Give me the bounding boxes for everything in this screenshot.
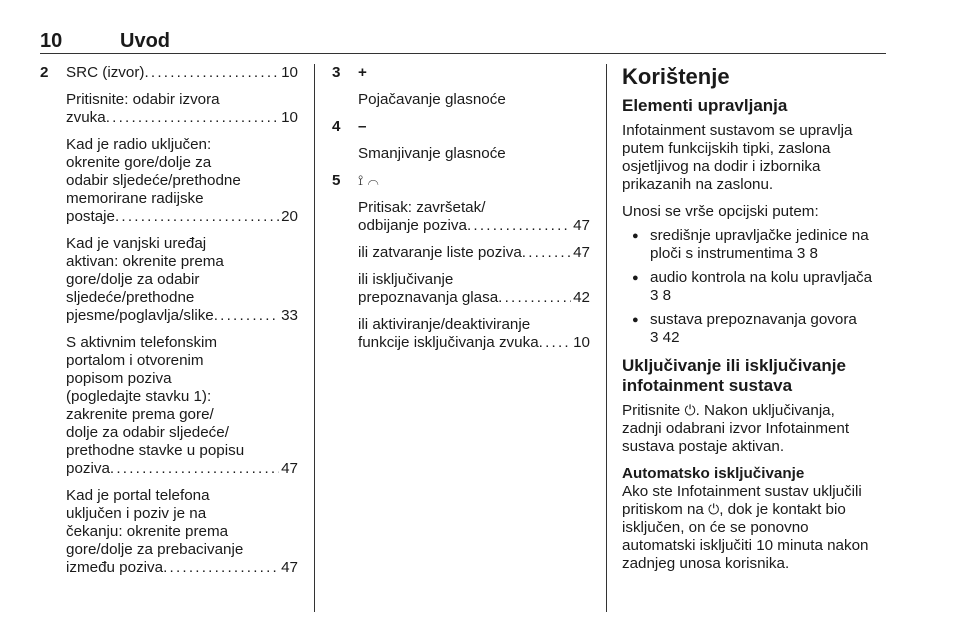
column-3: Korištenje Elementi upravljanja Infotainment sustavom se upravlja putem funkcijskih tipki, zaslona osjetljivog na dodir i izbornika prikazanih na zaslonu. Unosi se vrše opcijski putem: ● središnje upravljačke jedinice na ploči s instrumentima 3 8 ● audio kontrola na kolu upravljača 3 8 ● sustava prepoznavanja govora 3 42 Uključivanje ili isključivanje infotainment sustava Pritisnite ⏻. Nakon uključivanja, zadnji odabrani izvor Infotainment sustava postaje aktivan. Automatsko isključivanje Ako ste Infotainment sustav uključili pritiskom na ⏻, dok je kontakt bio isključen, on će se ponovno automatski isključiti 10 minuta nakon zadnjeg unosa korisnika.	[622, 64, 888, 582]
paragraph: Pritisnite: odabir izvora zvuka . . . 10	[66, 91, 298, 127]
page-ref: 3 8	[796, 245, 819, 262]
paragraph: Kad je vanjski uređaj aktivan: okrenite prema gore/dolje za odabir sljedeće/prethodne pjesme/poglavlja/slike . . . 33	[66, 235, 298, 325]
power-icon: ⏻	[684, 403, 696, 419]
header-rule	[40, 53, 886, 54]
item-2	[40, 64, 298, 577]
column-divider-1	[314, 64, 315, 612]
paragraph: Infotainment sustavom se upravlja putem funkcijskih tipki, zaslona osjetljivog na dodir i izbornika prikazanih na zaslonu.	[622, 122, 853, 193]
page-number: 10	[40, 30, 63, 52]
options-list	[622, 227, 888, 347]
page-header	[40, 30, 886, 52]
toc-line: ili zatvaranje liste poziva . . . 47	[358, 244, 590, 262]
mute-hangup-icon: ⟟ ⌒	[358, 173, 379, 189]
column-1	[40, 64, 298, 586]
chapter-title: Uvod	[120, 30, 170, 52]
paragraph: Pritisnite ⏻. Nakon uključivanja, zadnji odabrani izvor Infotainment sustava postaje aktivan.	[622, 402, 850, 455]
toc-line: SRC (izvor) . . . 10	[66, 64, 298, 82]
paragraph: Kad je portal telefona uključen i poziv je na čekanju: okrenite prema gore/dolje za prebacivanje između poziva . . . 47	[66, 487, 298, 577]
section-heading: Korištenje	[622, 64, 730, 89]
column-divider-2	[606, 64, 607, 612]
item-number: 2	[40, 64, 49, 81]
list-item: ● audio kontrola na kolu upravljača 3 8	[622, 269, 888, 305]
page-ref: 3 8	[650, 287, 672, 304]
list-item: ● središnje upravljačke jedinice na ploči s instrumentima 3 8	[622, 227, 888, 263]
power-icon: ⏻	[708, 502, 720, 518]
list-item: ● sustava prepoznavanja govora 3 42	[622, 311, 888, 347]
minor-heading: Automatsko isključivanje	[622, 465, 805, 482]
minus-symbol: –	[358, 118, 367, 135]
paragraph: Ako ste Infotainment sustav uključili pritiskom na ⏻, dok je kontakt bio isključen, on će se ponovno automatski isključiti 10 minuta nakon zadnjeg unosa korisnika.	[622, 483, 869, 572]
paragraph: ili aktiviranje/deaktiviranje funkcije isključivanja zvuka . . . 10	[358, 316, 590, 352]
paragraph: Pritisak: završetak/ odbijanje poziva . . . 47	[358, 199, 590, 235]
subsection-heading: Uključivanje ili isključivanje infotainment sustava	[622, 356, 846, 395]
item-5: 5 ⟟ ⌒ Pritisak: završetak/ odbijanje poziva . . . 47 ili zatvaranje liste poziva . . . 47 ili isključivanje prepoznavanja glasa . . . 42 ili aktiviranje/deaktiviranje funkcije isključivanja zvuka . . . 10	[332, 172, 590, 352]
item-4: 4 – Smanjivanje glasnoće	[332, 118, 590, 163]
paragraph: Kad je radio uključen: okrenite gore/dolje za odabir sljedeće/prethodne memorirane radijske postaje . . . 20	[66, 136, 298, 226]
plus-symbol: +	[358, 64, 367, 81]
paragraph: S aktivnim telefonskim portalom i otvorenim popisom poziva (pogledajte stavku 1): zakrenite prema gore/ dolje za odabir sljedeće/ prethodne stavke u popisu poziva . . . 47	[66, 334, 298, 478]
paragraph: ili isključivanje prepoznavanja glasa . . . 42	[358, 271, 590, 307]
column-2	[332, 64, 590, 361]
subsection-heading: Elementi upravljanja	[622, 96, 788, 115]
page-ref: 3 42	[650, 329, 680, 346]
item-3: 3 + Pojačavanje glasnoće	[332, 64, 590, 109]
